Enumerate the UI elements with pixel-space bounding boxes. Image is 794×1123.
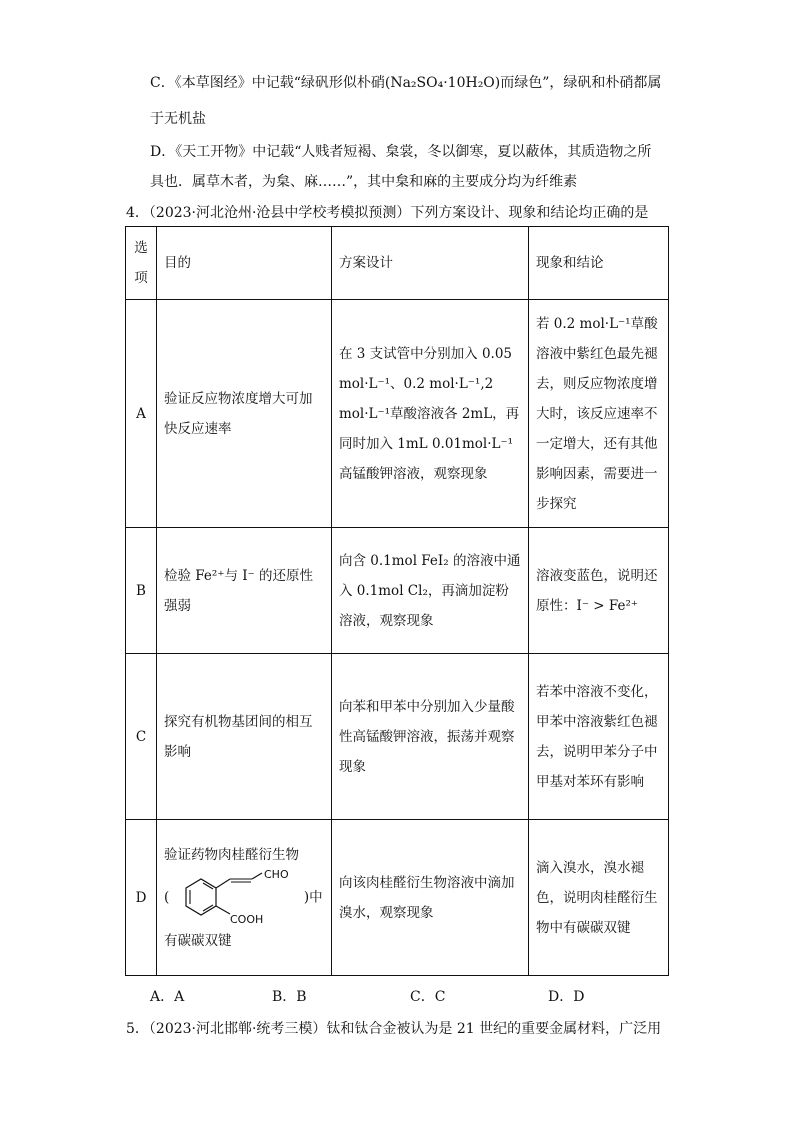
answer-option-a[interactable]: A．A (150, 989, 185, 1005)
row-result: 滴入溴水，溴水褪色，说明肉桂醛衍生物中有碳碳双键 (529, 820, 669, 976)
answer-option-c[interactable]: C．C (410, 989, 446, 1005)
row-option: C (126, 654, 157, 820)
row-option: D (126, 820, 157, 976)
paren-open: ( (164, 889, 170, 905)
row-purpose (157, 820, 332, 976)
answer-option-b[interactable]: B．B (272, 989, 307, 1005)
row-option: A (126, 300, 157, 528)
row-purpose: 检验 Fe²⁺与 I⁻ 的还原性强弱 (157, 528, 332, 654)
purpose-post: 有碳碳双键 (164, 932, 232, 949)
row-result: 若苯中溶液不变化，甲苯中溶液紫红色褪去，说明甲苯分子中甲基对苯环有影响 (529, 654, 669, 820)
table-row (126, 528, 669, 654)
answer-option-d[interactable]: D．D (548, 989, 585, 1005)
row-design: 向该肉桂醛衍生物溶液中滴加溴水，观察现象 (332, 820, 529, 976)
structure-line (164, 870, 324, 926)
row-purpose: 验证反应物浓度增大可加快反应速率 (157, 300, 332, 528)
row-result: 溶液变蓝色，说明还原性：I⁻ > Fe²⁺ (529, 528, 669, 654)
option-c-text-cont: 于无机盐 (150, 111, 206, 127)
row-option: B (126, 528, 157, 654)
table-header-row (126, 227, 669, 300)
header-design: 方案设计 (332, 227, 529, 300)
structure-cooh-label: COOH (229, 912, 263, 926)
header-purpose: 目的 (157, 227, 332, 300)
option-d-text-cont: 具也．属草木者，为枲、麻……”，其中枲和麻的主要成分均为纤维素 (150, 174, 578, 190)
table-row (126, 820, 669, 976)
table-row (126, 654, 669, 820)
header-result: 现象和结论 (529, 227, 669, 300)
row-purpose: 探究有机物基团间的相互影响 (157, 654, 332, 820)
structure-cho-label: CHO (263, 869, 289, 881)
option-d-text: D．《天工开物》中记载“人贱者短褐、枲裳，冬以御寒，夏以蔽体，其质造物之所 (150, 144, 652, 160)
table-row (126, 300, 669, 528)
paren-close: )中 (303, 889, 323, 905)
row-design: 在 3 支试管中分别加入 0.05 mol·L⁻¹、0.2 mol·L⁻¹,2 mol·L⁻¹草酸溶液各 2mL，再同时加入 1mL 0.01mol·L⁻¹高锰酸钾溶液，观察现象 (332, 300, 529, 528)
row-result: 若 0.2 mol·L⁻¹草酸溶液中紫红色最先褪去，则反应物浓度增大时，该反应速率不一定增大，还有其他影响因素，需要进一步探究 (529, 300, 669, 528)
option-c-text: C．《本草图经》中记载“绿矾形似朴硝(Na₂SO₄·10H₂O)而绿色”，绿矾和朴硝都属 (150, 75, 662, 91)
question-5-stem: 5．（2023·河北邯郸·统考三模）钛和钛合金被认为是 21 世纪的重要金属材料，广泛用 (126, 1021, 662, 1037)
row-design: 向含 0.1mol FeI₂ 的溶液中通入 0.1mol Cl₂，再滴加淀粉溶液，观察现象 (332, 528, 529, 654)
purpose-pre: 验证药物肉桂醛衍生物 (164, 846, 299, 863)
row-design: 向苯和甲苯中分别加入少量酸性高锰酸钾溶液，振荡并观察现象 (332, 654, 529, 820)
cinnamaldehyde-derivative-structure (174, 870, 300, 926)
question-4-stem: 4．（2023·河北沧州·沧县中学校考模拟预测）下列方案设计、现象和结论均正确的是 (126, 205, 649, 221)
experiment-table (125, 226, 669, 976)
header-option: 选项 (126, 227, 157, 300)
